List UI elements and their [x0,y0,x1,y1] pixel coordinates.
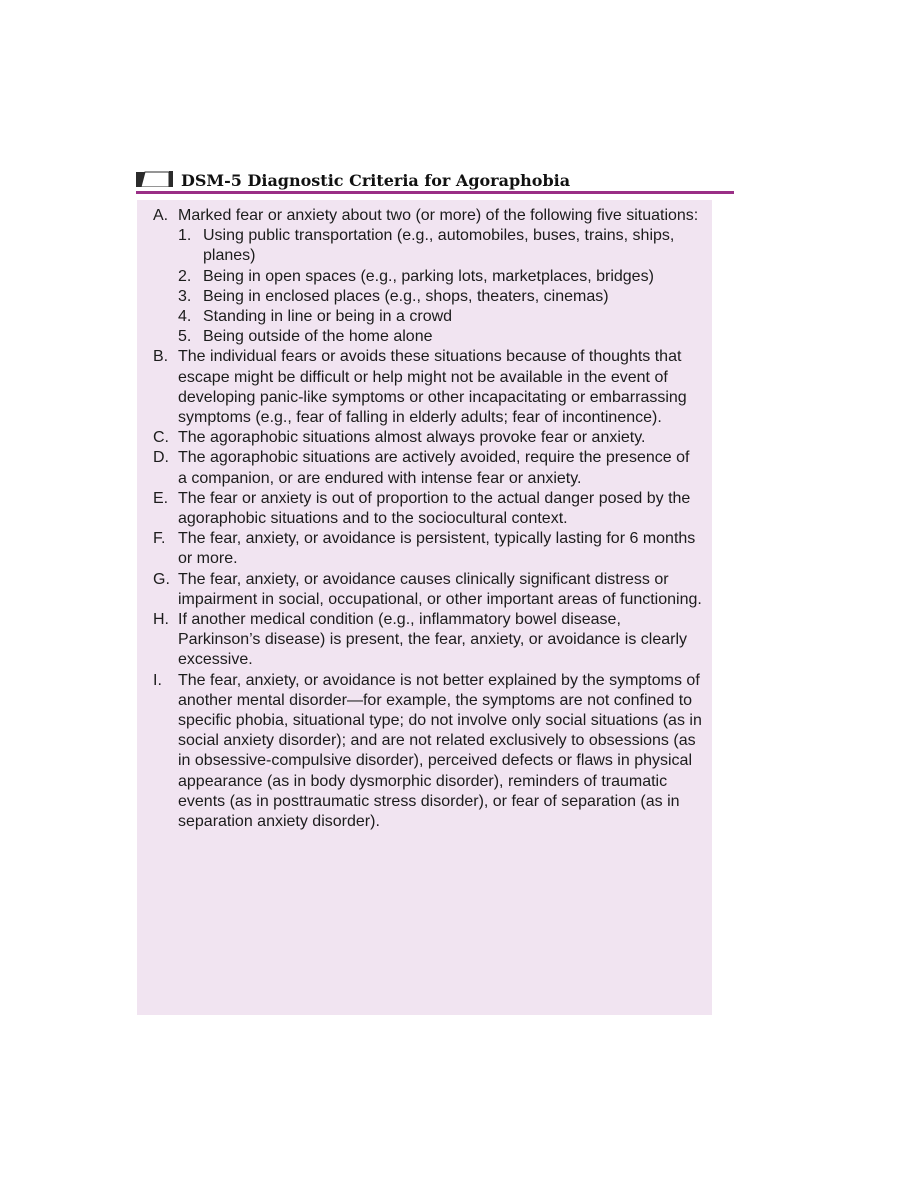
criterion-letter: I. [153,671,162,689]
criterion-f [137,529,712,569]
criterion-text: The agoraphobic situations almost always provoke fear or anxiety. [178,429,646,447]
criterion-letter: H. [153,611,169,629]
criterion-letter: C. [153,429,169,447]
situation-number: 5. [178,328,192,346]
criterion-text: The fear, anxiety, or avoidance causes clinically significant distress or impairment in social, occupational, or other important areas of functioning. [178,570,702,608]
situation-number: 3. [178,287,192,305]
criteria-header [136,168,734,192]
criterion-text: The individual fears or avoids these situations because of thoughts that escape might be difficult or help might not be available in the event of developing panic-like symptoms or other incapacitating or embarrassing symptoms (e.g., fear of falling in elderly adults; fear of incontinence). [178,348,687,427]
situation-item [178,226,702,266]
criterion-g [137,570,712,610]
criterion-i [137,671,712,833]
criterion-letter: F. [153,530,166,548]
situation-item [178,327,702,347]
situation-text: Being in enclosed places (e.g., shops, theaters, cinemas) [203,287,609,305]
criterion-text: The fear or anxiety is out of proportion to the actual danger posed by the agoraphobic situations and to the sociocultural context. [178,489,691,528]
situation-number: 2. [178,267,192,285]
situation-text: Standing in line or being in a crowd [203,308,453,326]
situation-text: Being outside of the home alone [203,328,433,346]
criterion-letter: B. [153,348,169,366]
criteria-list [137,200,712,832]
book-icon [136,171,174,187]
situation-number: 1. [178,227,192,245]
situation-item [178,307,702,327]
header-divider [136,191,734,194]
criterion-text: Marked fear or anxiety about two (or more) of the following five situations: [178,207,699,224]
situation-item [178,267,702,287]
criterion-letter: A. [153,207,169,224]
situation-text: Using public transportation (e.g., automobiles, buses, trains, ships, planes) [203,227,675,265]
situation-list [178,226,702,347]
criterion-text: The fear, anxiety, or avoidance is not better explained by the symptoms of another mental disorder—for example, the symptoms are not confined to specific phobia, situational type; do not involve only social situations (as in social anxiety disorder); and are not related exclusively to obsessions (as in obsessive-compulsive disorder), perceived defects or flaws in physical appearance (as in body dysmorphic disorder), reminders of traumatic events (as in posttraumatic stress disorder), or fear of separation (as in separation anxiety disorder). [178,671,702,831]
criterion-h [137,610,712,671]
situation-text: Being in open spaces (e.g., parking lots, marketplaces, bridges) [203,267,654,285]
criterion-letter: E. [153,489,169,507]
page-title: DSM-5 Diagnostic Criteria for Agoraphobia [181,171,571,190]
situation-item [178,287,702,307]
criteria-panel [137,200,712,1015]
situation-number: 4. [178,308,192,326]
criterion-text: The fear, anxiety, or avoidance is persistent, typically lasting for 6 months or more. [178,530,696,568]
criterion-b [137,347,712,428]
criterion-a [137,206,712,347]
criterion-letter: G. [153,570,170,588]
criterion-letter: D. [153,449,169,467]
criterion-d [137,448,712,488]
criterion-text: The agoraphobic situations are actively avoided, require the presence of a companion, or are endured with intense fear or anxiety. [178,449,690,487]
criterion-text: If another medical condition (e.g., inflammatory bowel disease, Parkinson’s disease) is present, the fear, anxiety, or avoidance is clearly excessive. [178,611,687,669]
criterion-e [137,489,712,529]
criterion-c [137,428,712,448]
